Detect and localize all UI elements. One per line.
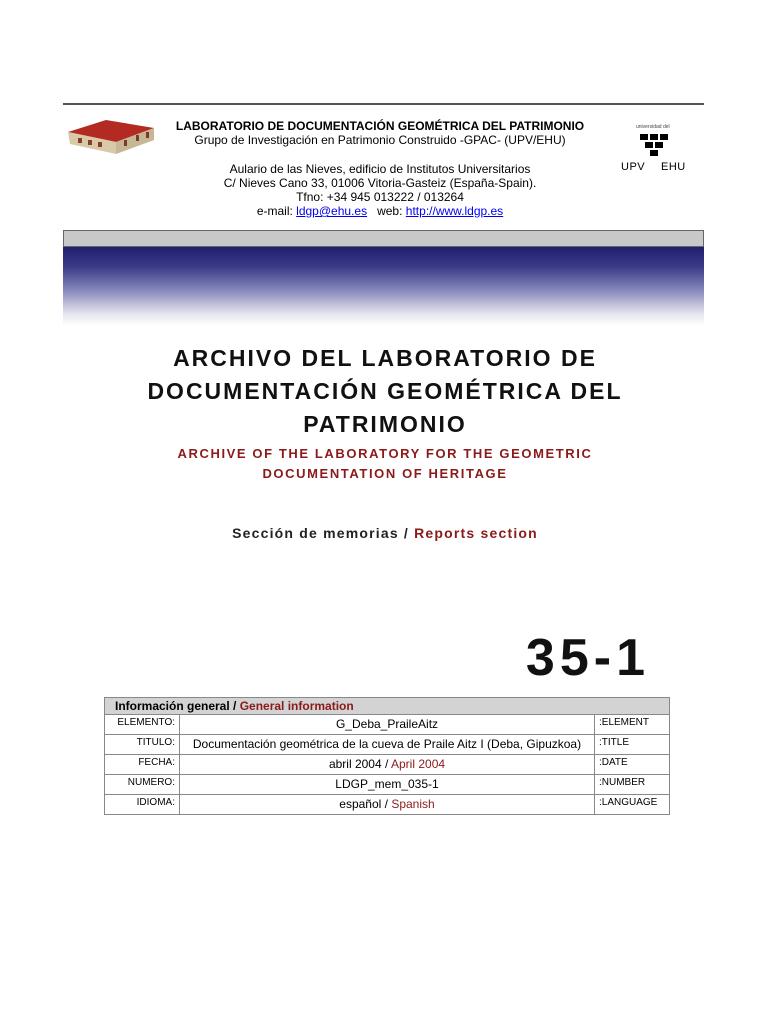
row-value: G_Deba_PraileAitz xyxy=(180,715,595,735)
web-link[interactable]: http://www.ldgp.es xyxy=(405,204,504,218)
group-name: Grupo de Investigación en Patrimonio Construido -GPAC- (UPV/EHU) xyxy=(194,133,566,147)
lab-name: LABORATORIO DE DOCUMENTACIÓN GEOMÉTRICA DEL PATRIMONIO xyxy=(175,119,585,133)
row-tag: :LANGUAGE xyxy=(595,795,670,815)
address-line1: Aulario de las Nieves, edificio de Institutos Universitarios xyxy=(229,162,531,176)
info-table-header xyxy=(105,698,670,715)
title-line2: DOCUMENTACIÓN GEOMÉTRICA DEL xyxy=(147,378,623,404)
email-label: e-mail: xyxy=(256,204,293,218)
logo-small-text: universidad del xyxy=(636,124,670,130)
info-table xyxy=(104,697,670,815)
row-tag: :TITLE xyxy=(595,735,670,755)
table-row xyxy=(105,755,670,775)
row-label: TITULO: xyxy=(105,735,180,755)
row-value: español / Spanish xyxy=(180,795,595,815)
address-line2: C/ Nieves Cano 33, 01006 Vitoria-Gasteiz (España-Spain). xyxy=(223,176,537,190)
section-heading xyxy=(110,525,660,541)
info-header-es: Información general / xyxy=(115,699,237,713)
row-tag: :DATE xyxy=(595,755,670,775)
report-number: 35-1 xyxy=(525,629,650,687)
section-en: Reports section xyxy=(414,525,538,541)
row-label: NUMERO: xyxy=(105,775,180,795)
page-subtitle xyxy=(110,444,660,484)
web-label: web: xyxy=(377,204,403,218)
title-line1: ARCHIVO DEL LABORATORIO DE xyxy=(173,345,597,371)
banner-gradient xyxy=(63,247,704,326)
table-row xyxy=(105,795,670,815)
page-title xyxy=(100,342,670,441)
info-header-en: General information xyxy=(239,699,354,713)
contact-line xyxy=(150,204,610,218)
title-line3: PATRIMONIO xyxy=(303,411,467,437)
row-label: IDIOMA: xyxy=(105,795,180,815)
top-rule xyxy=(63,103,704,105)
logo-upv: UPV xyxy=(621,161,646,173)
section-es: Sección de memorias / xyxy=(232,525,410,541)
row-tag: :NUMBER xyxy=(595,775,670,795)
row-value: Documentación geométrica de la cueva de Praile Aitz I (Deba, Gipuzkoa) xyxy=(180,735,595,755)
upv-ehu-logo-icon xyxy=(638,132,672,158)
table-row xyxy=(105,715,670,735)
row-value: LDGP_mem_035-1 xyxy=(180,775,595,795)
subtitle-line2: DOCUMENTATION OF HERITAGE xyxy=(262,466,508,481)
banner-top-bar xyxy=(63,230,704,247)
info-table-header-row xyxy=(105,698,670,715)
row-label: ELEMENTO: xyxy=(105,715,180,735)
building-logo-icon xyxy=(66,114,156,158)
table-row xyxy=(105,735,670,755)
row-value: abril 2004 / April 2004 xyxy=(180,755,595,775)
table-row xyxy=(105,775,670,795)
subtitle-line1: ARCHIVE OF THE LABORATORY FOR THE GEOMETRIC xyxy=(177,446,593,461)
row-tag: :ELEMENT xyxy=(595,715,670,735)
row-label: FECHA: xyxy=(105,755,180,775)
email-link[interactable]: ldgp@ehu.es xyxy=(296,204,368,218)
phone: Tfno: +34 945 013222 / 013264 xyxy=(296,190,464,204)
logo-ehu: EHU xyxy=(661,161,686,173)
